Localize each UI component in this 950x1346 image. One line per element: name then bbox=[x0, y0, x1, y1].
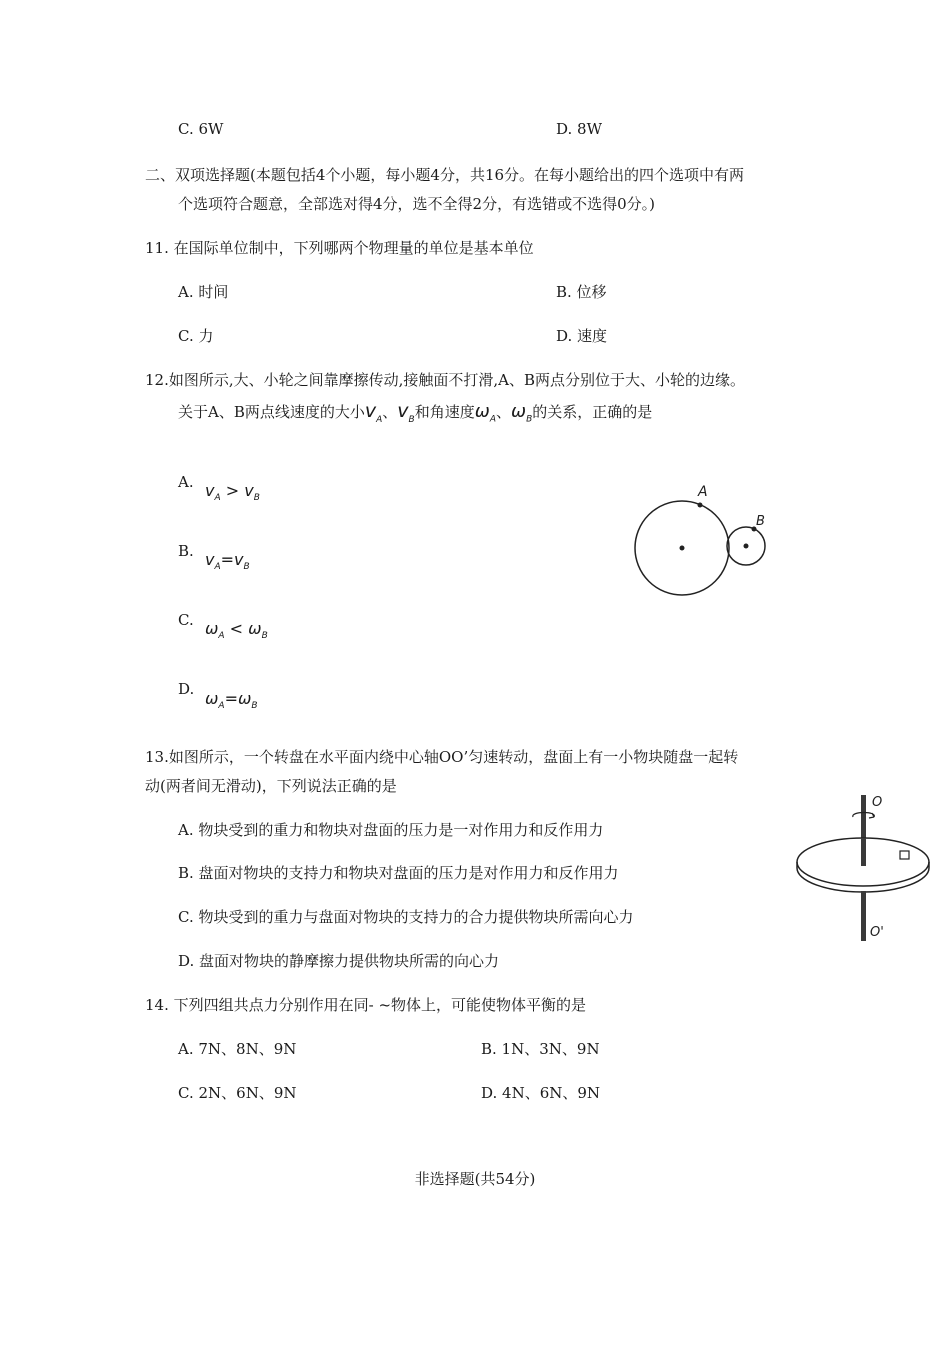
q14-option-b: B. 1N、3N、9N bbox=[481, 1040, 600, 1058]
q14-option-c: C. 2N、6N、9N bbox=[178, 1084, 297, 1102]
q12-option-d-expr: $\omega_A=\omega_B$ bbox=[205, 689, 258, 712]
axis-through-disc bbox=[861, 838, 866, 866]
q12-separator: 、 bbox=[382, 403, 398, 421]
q14-option-d: D. 4N、6N、9N bbox=[481, 1084, 601, 1102]
axis-lower bbox=[861, 891, 866, 941]
q14-option-a: A. 7N、8N、9N bbox=[178, 1040, 297, 1058]
section2-heading-line1: 二、双项选择题(本题包括4个小题，每小题4分，共16分。在每小题给出的四个选项中有两 bbox=[145, 166, 745, 184]
q14-stem: 14. 下列四组共点力分别作用在同- ~物体上，可能使物体平衡的是 bbox=[145, 996, 587, 1014]
q13-stem-line1: 13.如图所示，一个转盘在水平面内绕中心轴OO’匀速转动，盘面上有一小物块随盘一起转 bbox=[145, 748, 739, 766]
q11-stem: 11. 在国际单位制中，下列哪两个物理量的单位是基本单位 bbox=[145, 239, 534, 257]
q12-stem-text-post: 的关系，正确的是 bbox=[532, 403, 653, 421]
q12-symbol-wb: $\omega_B$ bbox=[511, 401, 533, 425]
q11-option-a: A. 时间 bbox=[178, 283, 229, 301]
point-b-label: B bbox=[756, 514, 765, 529]
q12-separator: 、 bbox=[496, 403, 512, 421]
q12-option-a-label: A. bbox=[178, 473, 194, 491]
section3-title: 非选择题(共54分) bbox=[414, 1170, 536, 1188]
axis-upper bbox=[861, 795, 866, 839]
point-a-marker bbox=[698, 503, 703, 508]
q12-stem-line2 bbox=[178, 400, 652, 425]
q13-stem-line2: 动(两者间无滑动)，下列说法正确的是 bbox=[145, 777, 397, 795]
q12-symbol-wa: $\omega_A$ bbox=[474, 401, 496, 425]
q11-option-d: D. 速度 bbox=[556, 327, 608, 345]
q12-option-b-label: B. bbox=[178, 542, 194, 560]
large-wheel-center bbox=[680, 546, 685, 551]
q13-option-a: A. 物块受到的重力和物块对盘面的压力是一对作用力和反作用力 bbox=[178, 821, 604, 839]
q13-option-d: D. 盘面对物块的静摩擦力提供物块所需的向心力 bbox=[178, 952, 500, 970]
q12-option-c-expr: $\omega_A < \omega_B$ bbox=[205, 619, 268, 642]
q12-stem-text-pre: 关于A、B两点线速度的大小 bbox=[178, 403, 365, 421]
q12-stem-text-mid: 和角速度 bbox=[414, 403, 475, 421]
small-wheel-center bbox=[744, 544, 749, 549]
q12-stem-line1: 12.如图所示,大、小轮之间靠摩擦传动,接触面不打滑,A、B两点分别位于大、小轮的边缘。 bbox=[145, 371, 746, 389]
q10-option-c: C. 6W bbox=[178, 120, 224, 138]
point-a-label: A bbox=[698, 484, 708, 500]
q11-option-c: C. 力 bbox=[178, 327, 214, 345]
q12-option-b-expr: $v_A=v_B$ bbox=[205, 550, 250, 573]
q13-option-c: C. 物块受到的重力与盘面对物块的支持力的合力提供物块所需向心力 bbox=[178, 908, 634, 926]
q10-option-d: D. 8W bbox=[556, 120, 602, 138]
q12-option-d-label: D. bbox=[178, 680, 195, 698]
friction-wheels-figure bbox=[625, 480, 775, 600]
section2-heading-line2: 个选项符合题意，全部选对得4分，选不全得2分，有选错或不选得0分。) bbox=[178, 195, 655, 213]
q12-option-c-label: C. bbox=[178, 611, 194, 629]
q12-option-a-expr: $v_A > v_B$ bbox=[205, 481, 260, 504]
axis-label-bottom: O' bbox=[870, 925, 884, 940]
q11-option-b: B. 位移 bbox=[556, 283, 607, 301]
q12-symbol-va: $v_A$ bbox=[364, 400, 383, 425]
q13-option-b: B. 盘面对物块的支持力和物块对盘面的压力是对作用力和反作用力 bbox=[178, 864, 619, 882]
axis-label-top: O bbox=[872, 795, 883, 810]
block-on-disc bbox=[900, 851, 909, 859]
q12-symbol-vb: $v_B$ bbox=[397, 400, 415, 425]
turntable-figure bbox=[790, 790, 940, 950]
